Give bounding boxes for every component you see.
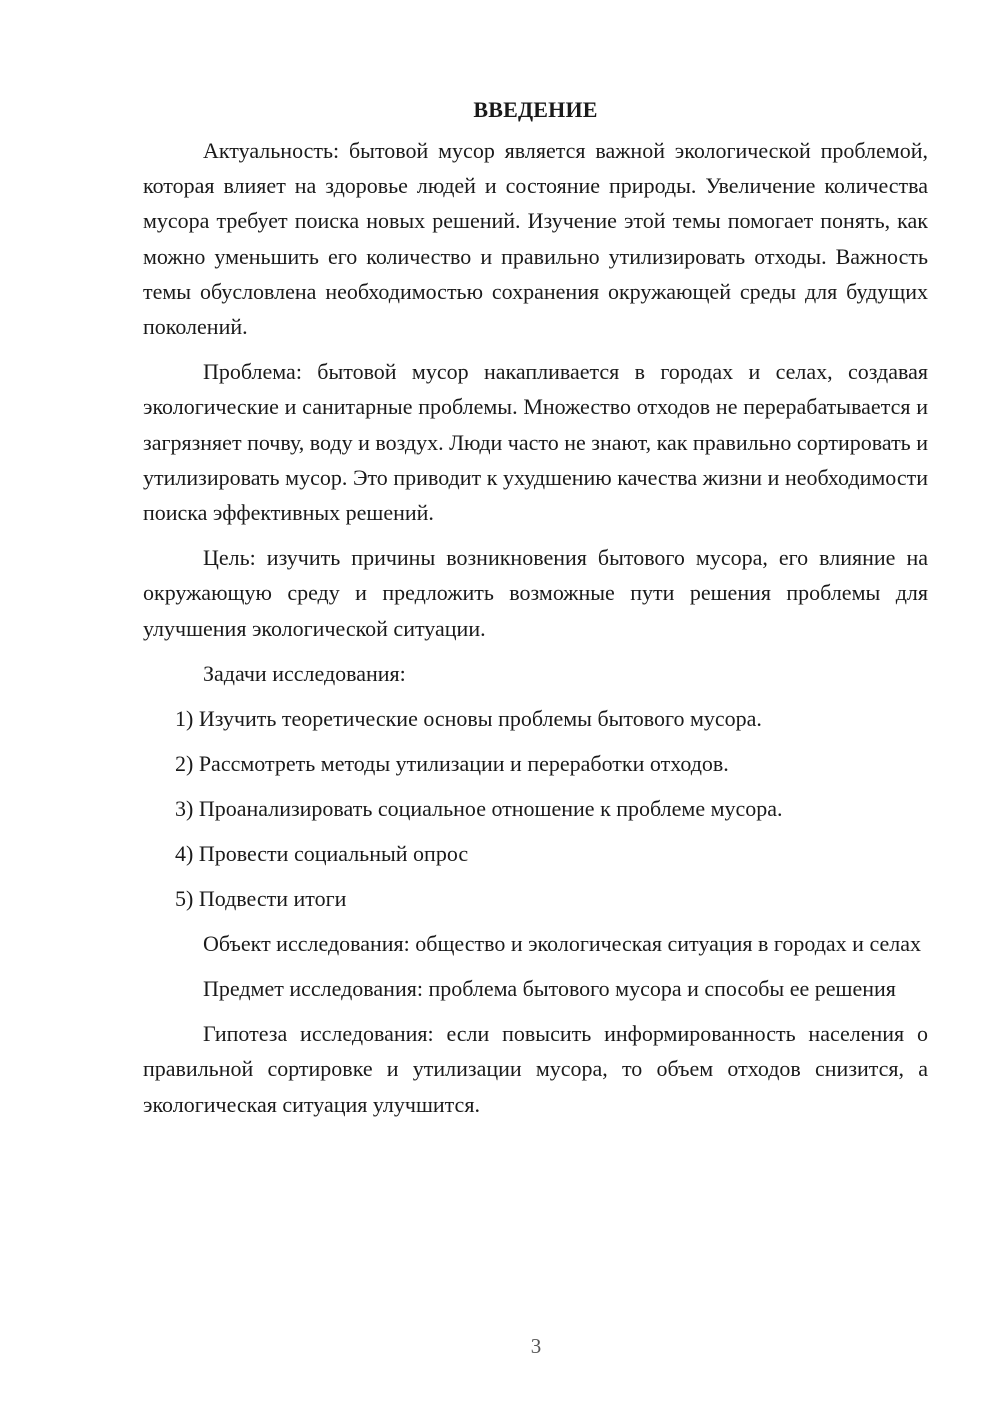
paragraph-relevance: Актуальность: бытовой мусор является важной экологической проблемой, которая влияет на здоровье людей и состояние природы. Увеличение количества мусора требует поиска новых решений. Изучение этой темы помогает понять, как можно уменьшить его количество и правильно утилизировать отходы. Важность темы обусловлена необходимостью сохранения окружающей среды для будущих поколений. [143,138,928,340]
tasks-list [143,701,928,916]
page-number: 3 [530,1334,542,1358]
paragraph-object: Объект исследования: общество и экологическая ситуация в городах и селах [203,930,921,956]
paragraph-hypothesis: Гипотеза исследования: если повысить информированность населения о правильной сортировке и утилизации мусора, то объем отходов снизится, а экологическая ситуация улучшится. [143,1021,928,1117]
paragraph-problem: Проблема: бытовой мусор накапливается в городах и селах, создавая экологические и санитарные проблемы. Множество отходов не перерабатывается и загрязняет почву, воду и воздух. Люди часто не знают, как правильно сортировать и утилизировать мусор. Это приводит к ухудшению качества жизни и необходимости поиска эффективных решений. [143,359,928,526]
task-item: 1) Изучить теоретические основы проблемы бытового мусора. [175,705,762,731]
task-item: 4) Провести социальный опрос [175,840,469,866]
task-item: 2) Рассмотреть методы утилизации и переработки отходов. [175,750,729,776]
document-page [143,92,928,1132]
paragraph-subject: Предмет исследования: проблема бытового мусора и способы ее решения [203,976,896,1002]
page-title: ВВЕДЕНИЕ [473,97,598,122]
task-item: 5) Подвести итоги [175,885,347,911]
task-item: 3) Проанализировать социальное отношение к проблеме мусора. [175,795,783,821]
paragraph-goal: Цель: изучить причины возникновения бытового мусора, его влияние на окружающую среду и предложить возможные пути решения проблемы для улучшения экологической ситуации. [143,545,928,641]
tasks-heading: Задачи исследования: [203,660,406,686]
